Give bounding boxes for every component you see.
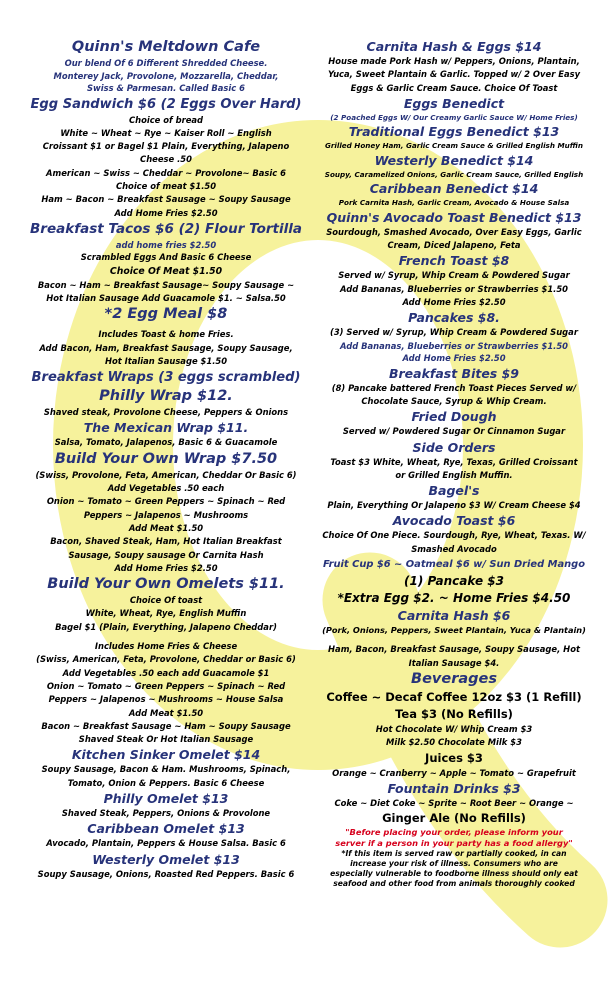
- menu-heading-beverages: Beverages: [411, 670, 497, 687]
- menu-text-line: Bagel $1 (Plain, Everything, Jalapeno Cheddar): [55, 621, 277, 632]
- menu-text-line: Choice of meat $1.50: [115, 180, 217, 191]
- menu-heading-fruit-cup-6-oatmeal-6-w-sun-dried-mango: Fruit Cup $6 ~ Oatmeal $6 w/ Sun Dried Mango: [322, 559, 586, 571]
- menu-text-line: Sausage, Soupy sausage Or Carnita Hash: [68, 549, 264, 560]
- menu-heading-breakfast-bites-9: Breakfast Bites $9: [388, 365, 519, 381]
- menu-heading-breakfast-wraps-3-eggs-scrambled: Breakfast Wraps (3 eggs scrambled): [31, 370, 301, 386]
- menu-heading-westerly-omelet-13: Westerly Omelet $13: [92, 851, 240, 867]
- menu-text-line: Peppers ~ Jalapenos ~ Mushrooms ~ House Salsa: [48, 694, 284, 705]
- menu-text-line: Soupy, Caramelized Onions, Garlic Cream Sauce, Grilled English: [324, 169, 584, 179]
- menu-text-line: Pork Carnita Hash, Garlic Cream, Avocado & House Salsa: [338, 198, 570, 208]
- menu-text-line: Soupy Sausage, Bacon & Ham. Mushrooms, Spinach,: [41, 764, 291, 775]
- menu-text-line: Add Home Fries $2.50: [114, 562, 218, 573]
- menu-text-line: seafood and other food from animals thoroughly cooked: [333, 879, 575, 889]
- menu-heading-kitchen-sinker-omelet-14: Kitchen Sinker Omelet $14: [71, 747, 261, 763]
- menu-text-line: Peppers ~ Jalapenos ~ Mushrooms: [83, 509, 249, 520]
- menu-text-line: Add Home Fries $2.50: [114, 207, 218, 218]
- menu-text-line: increase your risk of illness. Consumers who are: [350, 859, 558, 869]
- menu-text-line: Ginger Ale (No Refills): [382, 811, 526, 826]
- menu-text-line: Plain, Everything Or Jalapeno $3 W/ Cream Cheese $4: [327, 500, 581, 511]
- menu-text-line: Includes Home Fries & Cheese: [94, 641, 238, 652]
- menu-text-line: Hot Italian Sausage Add Guacamole $1. ~ Salsa.50: [46, 292, 286, 303]
- menu-text-line: Add Bacon, Ham, Breakfast Sausage, Soupy Sausage,: [39, 342, 293, 353]
- menu-text-line: or Grilled English Muffin.: [395, 469, 513, 480]
- menu-text-line: Smashed Avocado: [411, 543, 497, 554]
- menu-text-line: Add Vegetables .50 each add Guacamole $1: [62, 667, 270, 678]
- menu-text-line: Grilled Honey Ham, Garlic Cream Sauce & Grilled English Muffin: [324, 141, 584, 151]
- menu-text-line: Hot Chocolate W/ Whip Cream $3: [375, 723, 533, 734]
- menu-text-line: White, Wheat, Rye, English Muffin: [85, 608, 247, 619]
- menu-text-line: Ham ~ Bacon ~ Breakfast Sausage ~ Soupy Sausage: [41, 194, 291, 205]
- left-menu-column: [30, 38, 302, 881]
- menu-text-line: Our blend Of 6 Different Shredded Cheese.: [64, 58, 268, 68]
- menu-text-line: Add Vegetables .50 each: [107, 483, 225, 494]
- menu-text-line: (8) Pancake battered French Toast Pieces Served w/: [331, 382, 577, 393]
- menu-text-line: Croissant $1 or Bagel $1 Plain, Everything, Jalapeno: [42, 141, 290, 152]
- menu-heading-traditional-eggs-benedict-13: Traditional Eggs Benedict $13: [348, 124, 560, 140]
- menu-text-line: Served w/ Powdered Sugar Or Cinnamon Sugar: [342, 426, 566, 437]
- menu-text-line: Cream, Diced Jalapeno, Feta: [387, 240, 521, 251]
- menu-heading-the-mexican-wrap-11: The Mexican Wrap $11.: [83, 420, 249, 436]
- menu-text-line: Shaved Steak, Peppers, Onions & Provolone: [61, 807, 271, 818]
- menu-text-line: Italian Sausage $4.: [408, 657, 500, 668]
- menu-text-line: Coke ~ Diet Coke ~ Sprite ~ Root Beer ~ Orange ~: [334, 797, 574, 808]
- menu-text-line: especially vulnerable to foodborne illness should only eat: [330, 869, 578, 879]
- menu-text-line: (3) Served w/ Syrup, Whip Cream & Powdered Sugar: [330, 327, 578, 338]
- menu-text-line: Served w/ Syrup, Whip Cream & Powdered Sugar: [338, 270, 570, 281]
- menu-heading-side-orders: Side Orders: [412, 439, 496, 455]
- menu-heading-quinn-s-meltdown-cafe: Quinn's Meltdown Cafe: [71, 39, 261, 55]
- menu-heading-quinn-s-avocado-toast-benedict-13: Quinn's Avocado Toast Benedict $13: [326, 209, 582, 225]
- menu-text-line: *Extra Egg $2. ~ Home Fries $4.50: [337, 591, 571, 606]
- menu-text-line: Soupy Sausage, Onions, Roasted Red Peppers. Basic 6: [37, 868, 295, 879]
- menu-text-line: White ~ Wheat ~ Rye ~ Kaiser Roll ~ English: [60, 127, 272, 138]
- menu-text-line: Juices $3: [425, 750, 483, 765]
- menu-heading-bagel-s: Bagel's: [428, 483, 480, 499]
- menu-heading-caribbean-omelet-13: Caribbean Omelet $13: [87, 821, 245, 837]
- menu-heading-philly-omelet-13: Philly Omelet $13: [103, 790, 229, 806]
- menu-text-line: add home fries $2.50: [115, 239, 217, 250]
- menu-text-line: American ~ Swiss ~ Cheddar ~ Provolone~ Basic 6: [46, 167, 286, 178]
- menu-text-line: Monterey Jack, Provolone, Mozzarella, Cheddar,: [53, 70, 279, 81]
- menu-text-line: Add Bananas, Blueberries or Strawberries $1.50: [340, 340, 568, 351]
- menu-text-line: Avocado, Plantain, Peppers & House Salsa. Basic 6: [46, 838, 286, 849]
- menu-heading-caribbean-benedict-14: Caribbean Benedict $14: [369, 181, 539, 197]
- menu-text-line: Shaved Steak Or Hot Italian Sausage: [78, 734, 254, 745]
- menu-text-line: Bacon ~ Breakfast Sausage ~ Ham ~ Soupy Sausage: [41, 720, 291, 731]
- menu-text-line: (Swiss, American, Feta, Provolone, Cheddar or Basic 6): [36, 654, 296, 665]
- menu-text-line: *If this item is served raw or partially cooked, in can: [341, 849, 567, 859]
- menu-heading-philly-wrap-12: Philly Wrap $12.: [99, 388, 233, 405]
- menu-text-line: Add Meat $1.50: [128, 707, 204, 718]
- menu-heading-build-your-own-omelets-11: Build Your Own Omelets $11.: [47, 576, 285, 593]
- menu-heading-fried-dough: Fried Dough: [411, 409, 497, 425]
- menu-heading-2-egg-meal-8: *2 Egg Meal $8: [104, 306, 228, 323]
- right-menu-column: [322, 38, 586, 889]
- menu-text-line: Add Home Fries $2.50: [402, 297, 506, 308]
- menu-text-line: Choice Of Meat $1.50: [109, 265, 223, 277]
- menu-text-line: Onion ~ Tomato ~ Green Peppers ~ Spinach ~ Red: [46, 496, 286, 507]
- menu-heading-breakfast-tacos-6-2-flour-tortilla: Breakfast Tacos $6 (2) Flour Tortilla: [30, 220, 302, 237]
- menu-text-line: Choice Of One Piece. Sourdough, Rye, Wheat, Texas. W/: [322, 530, 586, 541]
- menu-text-line: Onion ~ Tomato ~ Green Peppers ~ Spinach ~ Red: [46, 680, 286, 691]
- menu-heading-pancakes-8: Pancakes $8.: [408, 310, 500, 326]
- menu-text-line: Add Bananas, Blueberries or Strawberries $1.50: [340, 283, 568, 294]
- menu-text-line: Swiss & Parmesan. Called Basic 6: [87, 83, 245, 93]
- menu-text-line: Add Home Fries $2.50: [402, 353, 506, 364]
- menu-text-line: Cheese .50: [140, 154, 192, 165]
- menu-text-line: Bacon ~ Ham ~ Breakfast Sausage~ Soupy Sausage ~: [37, 279, 295, 290]
- menu-text-line: Ham, Bacon, Breakfast Sausage, Soupy Sausage, Hot: [328, 644, 580, 655]
- menu-text-line: Shaved steak, Provolone Cheese, Peppers & Onions: [43, 407, 289, 418]
- menu-text-line: Toast $3 White, Wheat, Rye, Texas, Grilled Croissant: [330, 456, 578, 467]
- menu-heading-build-your-own-wrap-7-50: Build Your Own Wrap $7.50: [54, 450, 278, 467]
- menu-text-line: Eggs & Garlic Cream Sauce. Choice Of Toast: [350, 82, 558, 93]
- menu-text-line: Includes Toast & home Fries.: [98, 329, 234, 340]
- menu-text-line: Choice Of toast: [129, 595, 203, 606]
- menu-text-line: (2 Poached Eggs W/ Our Creamy Garlic Sauce W/ Home Fries): [330, 112, 578, 122]
- menu-heading-carnita-hash-6: Carnita Hash $6: [397, 608, 511, 624]
- menu-text-line: server if a person in your party has a food allergy": [335, 838, 573, 849]
- menu-text-line: (1) Pancake $3: [404, 574, 504, 589]
- menu-text-line: Hot Italian Sausage $1.50: [104, 355, 228, 366]
- menu-text-line: Sourdough, Smashed Avocado, Over Easy Eggs, Garlic: [326, 226, 582, 237]
- menu-text-line: Milk $2.50 Chocolate Milk $3: [386, 737, 522, 748]
- menu-text-line: House made Pork Hash w/ Peppers, Onions, Plantain,: [328, 56, 580, 66]
- menu-text-line: Chocolate Sauce, Syrup & Whip Cream.: [361, 395, 547, 406]
- menu-text-line: "Before placing your order, please inform your: [345, 827, 563, 838]
- menu-text-line: Yuca, Sweet Plantain & Garlic. Topped w/ 2 Over Easy: [327, 69, 581, 80]
- menu-text-line: Coffee ~ Decaf Coffee 12oz $3 (1 Refill): [326, 689, 582, 704]
- menu-text-line: Add Meat $1.50: [128, 522, 204, 533]
- menu-text-line: Tea $3 (No Refills): [395, 706, 513, 721]
- menu-heading-egg-sandwich-6-2-eggs-over-hard: Egg Sandwich $6 (2 Eggs Over Hard): [30, 96, 302, 112]
- menu-text-line: Salsa, Tomato, Jalapenos, Basic 6 & Guacamole: [54, 437, 278, 448]
- menu-text-line: Choice of bread: [128, 114, 204, 125]
- menu-heading-avocado-toast-6: Avocado Toast $6: [392, 513, 516, 529]
- menu-heading-westerly-benedict-14: Westerly Benedict $14: [374, 152, 534, 168]
- menu-heading-carnita-hash-eggs-14: Carnita Hash & Eggs $14: [366, 39, 542, 54]
- menu-text-line: Bacon, Shaved Steak, Ham, Hot Italian Breakfast: [50, 536, 282, 547]
- menu-text-line: (Swiss, Provolone, Feta, American, Cheddar Or Basic 6): [35, 469, 297, 480]
- menu-heading-eggs-benedict: Eggs Benedict: [403, 95, 505, 111]
- menu-text-line: Scrambled Eggs And Basic 6 Cheese: [80, 252, 252, 263]
- menu-text-line: Orange ~ Cranberry ~ Apple ~ Tomato ~ Grapefruit: [332, 767, 576, 778]
- menu-heading-fountain-drinks-3: Fountain Drinks $3: [387, 780, 521, 796]
- menu-heading-french-toast-8: French Toast $8: [398, 253, 510, 269]
- menu-text-line: (Pork, Onions, Peppers, Sweet Plantain, Yuca & Plantain): [322, 625, 586, 636]
- menu-text-line: Tomato, Onion & Peppers. Basic 6 Cheese: [67, 777, 265, 788]
